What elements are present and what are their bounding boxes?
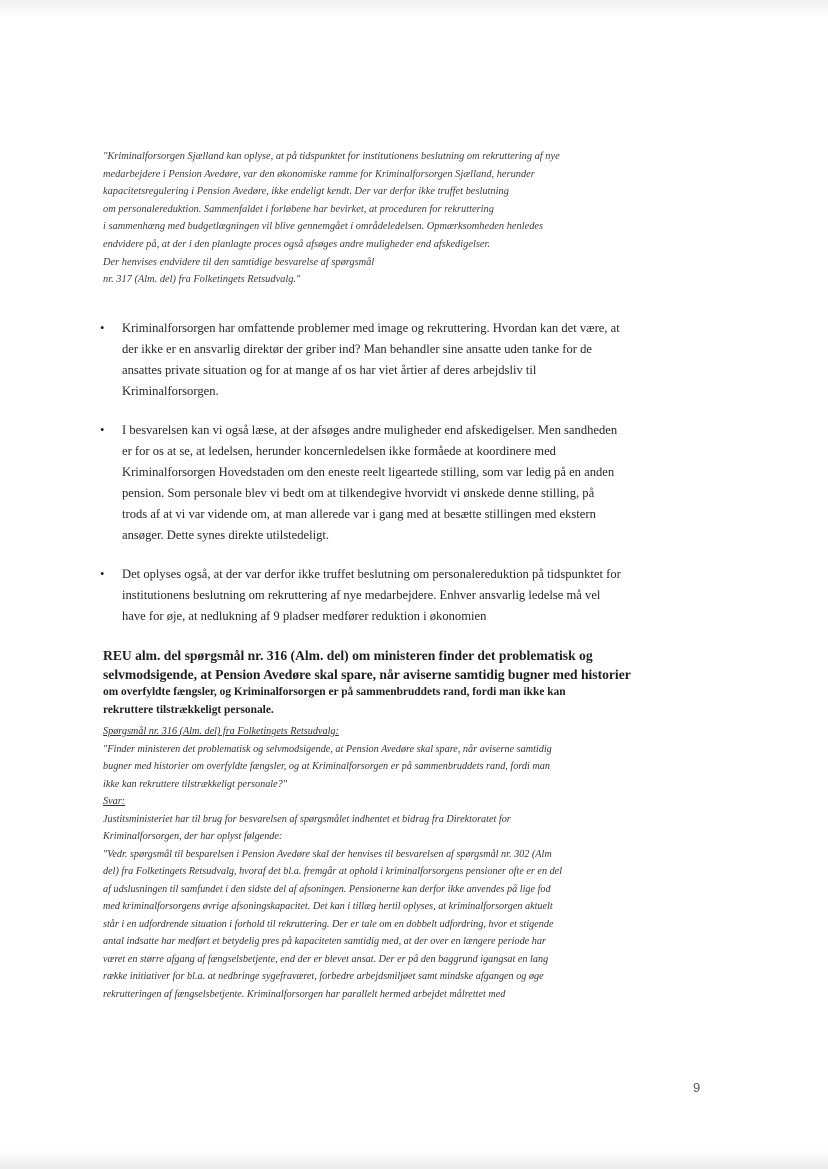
bullet-icon: • xyxy=(100,423,105,437)
answer-label: Svar: xyxy=(103,796,126,807)
bullet-line: Kriminalforsorgen har omfattende problemer med image og rekruttering. Hvordan kan det være, at xyxy=(122,321,620,335)
bullet-line: institutionens beslutning om rekruttering af nye medarbejdere. Enhver ansvarlig ledelse må vel xyxy=(122,588,601,602)
bullet-line: pension. Som personale blev vi bedt om at tilkendegive hvorvidt vi ønskede denne stilling, på xyxy=(122,486,595,500)
quote-line: i sammenhæng med budgetlægningen vil blive gennemgået i områdeledelsen. Opmærksomheden henledes xyxy=(103,221,544,233)
bullet-item xyxy=(98,420,718,546)
answer-line: af udslusningen til samfundet i den sidste del af afsoningen. Pensionerne kan derfor ikke anvendes på lige fod xyxy=(103,883,551,895)
heading-line: rekruttere tilstrækkeligt personale. xyxy=(103,703,274,716)
question-line: ikke kan rekruttere tilstrækkeligt personale?" xyxy=(103,778,288,790)
page-number: 9 xyxy=(693,1080,701,1095)
answer-line: står i en udfordrende situation i forhold til rekruttering. Der er tale om en dobbelt udfordring, hvor et stigende xyxy=(103,918,554,930)
bullet-list xyxy=(98,318,718,645)
bullet-icon: • xyxy=(100,321,105,335)
answer-line: Justitsministeriet har til brug for besvarelsen af spørgsmålet indhentet et bidrag fra Direktoratet for xyxy=(103,813,511,825)
bullet-line: ansøger. Dette synes direkte utilstedeligt. xyxy=(122,528,330,542)
bullet-line: ansattes private situation og for at mange af os har viet årtier af deres arbejdsliv til xyxy=(122,363,537,377)
answer-line: Kriminalforsorgen, der har oplyst følgende: xyxy=(103,831,283,842)
answer-line: rekrutteringen af fængselsbetjente. Kriminalforsorgen har parallelt hermed arbejdet målrettet med xyxy=(103,988,506,1000)
bullet-line: der ikke er en ansvarlig direktør der griber ind? Man behandler sine ansatte uden tanke for de xyxy=(122,342,592,356)
bullet-line: Kriminalforsorgen. xyxy=(122,384,219,398)
answer-line: "Vedr. spørgsmål til besparelsen i Pension Avedøre skal der henvises til besvarelsen af spørgsmål nr. 302 (Alm xyxy=(103,848,552,860)
bullet-item xyxy=(98,564,718,627)
bullet-line: Kriminalforsorgen Hovedstaden om den eneste reelt ligeartede stilling, som var ledig på en anden xyxy=(122,465,615,479)
heading-line: selvmodsigende, at Pension Avedøre skal spare, når aviserne samtidig bugner med historier xyxy=(103,667,631,682)
bullet-item xyxy=(98,318,718,402)
section-heading xyxy=(103,646,723,719)
quote-line: kapacitetsregulering i Pension Avedøre, ikke endeligt kendt. Der var derfor ikke truffet beslutning xyxy=(103,186,509,198)
quote-line: nr. 317 (Alm. del) fra Folketingets Retsudvalg." xyxy=(103,274,301,286)
bullet-line: Det oplyses også, at der var derfor ikke truffet beslutning om personalereduktion på tidspunktet for xyxy=(122,567,621,581)
scan-edge-bottom xyxy=(0,1150,828,1169)
heading-line: om overfyldte fængsler, og Kriminalforsorgen er på sammenbruddets rand, fordi man ikke kan xyxy=(103,686,566,698)
answer-line: med kriminalforsorgens øvrige afsoningskapacitet. Det kan i tillæg hertil oplyses, at kriminalforsorgen aktuelt xyxy=(103,901,553,912)
bullet-line: I besvarelsen kan vi også læse, at der afsøges andre muligheder end afskedigelser. Men sandheden xyxy=(122,423,618,437)
bullet-icon: • xyxy=(100,567,105,581)
bullet-line: trods af at vi var vidende om, at man allerede var i gang med at besætte stillingen med ekstern xyxy=(122,507,596,521)
answer-line: været en større afgang af fængselsbetjente, end der er blevet ansat. Der er på den baggrund igangsat en lang xyxy=(103,953,549,965)
answer-line: række initiativer for bl.a. at nedbringe sygefraværet, forbedre arbejdsmiljøet samt mindske afgangen og øge xyxy=(103,971,544,982)
quote-line: medarbejdere i Pension Avedøre, var den økonomiske ramme for Kriminalforsorgen Sjælland, herunder xyxy=(103,168,535,180)
question-answer-block xyxy=(103,723,723,1003)
quote-line: Der henvises endvidere til den samtidige besvarelse af spørgsmål xyxy=(103,256,375,268)
answer-line: del) fra Folketingets Retsudvalg, hvoraf det bl.a. fremgår at ophold i kriminalforsorgens pensioner ofte er en del xyxy=(103,866,563,877)
quote-line: endvidere på, at der i den planlagte proces også afsøges andre muligheder end afskedigelser. xyxy=(103,238,490,250)
question-line: "Finder ministeren det problematisk og selvmodsigende, at Pension Avedøre skal spare, når aviserne samtidig xyxy=(103,743,552,755)
bullet-line: er for os at se, at ledelsen, herunder koncernledelsen ikke formåede at koordinere med xyxy=(122,444,556,458)
answer-line: antal indsatte har medført et betydelig pres på kapaciteten samtidig med, at der over en længere periode har xyxy=(103,936,546,947)
question-line: bugner med historier om overfyldte fængsler, og at Kriminalforsorgen er på sammenbruddets rand, fordi man xyxy=(103,761,550,772)
quoted-answer xyxy=(103,148,703,289)
question-label: Spørgsmål nr. 316 (Alm. del) fra Folketingets Retsudvalg: xyxy=(103,726,339,737)
heading-line: REU alm. del spørgsmål nr. 316 (Alm. del) om ministeren finder det problematisk og xyxy=(103,648,593,663)
scan-edge-top xyxy=(0,0,828,18)
quote-line: om personalereduktion. Sammenfaldet i forløbene har bevirket, at proceduren for rekruttering xyxy=(103,203,494,215)
quote-line: "Kriminalforsorgen Sjælland kan oplyse, at på tidspunktet for institutionens beslutning om rekruttering af nye xyxy=(103,151,560,162)
bullet-line: have for øje, at nedlukning af 9 pladser medfører reduktion i økonomien xyxy=(122,609,487,623)
